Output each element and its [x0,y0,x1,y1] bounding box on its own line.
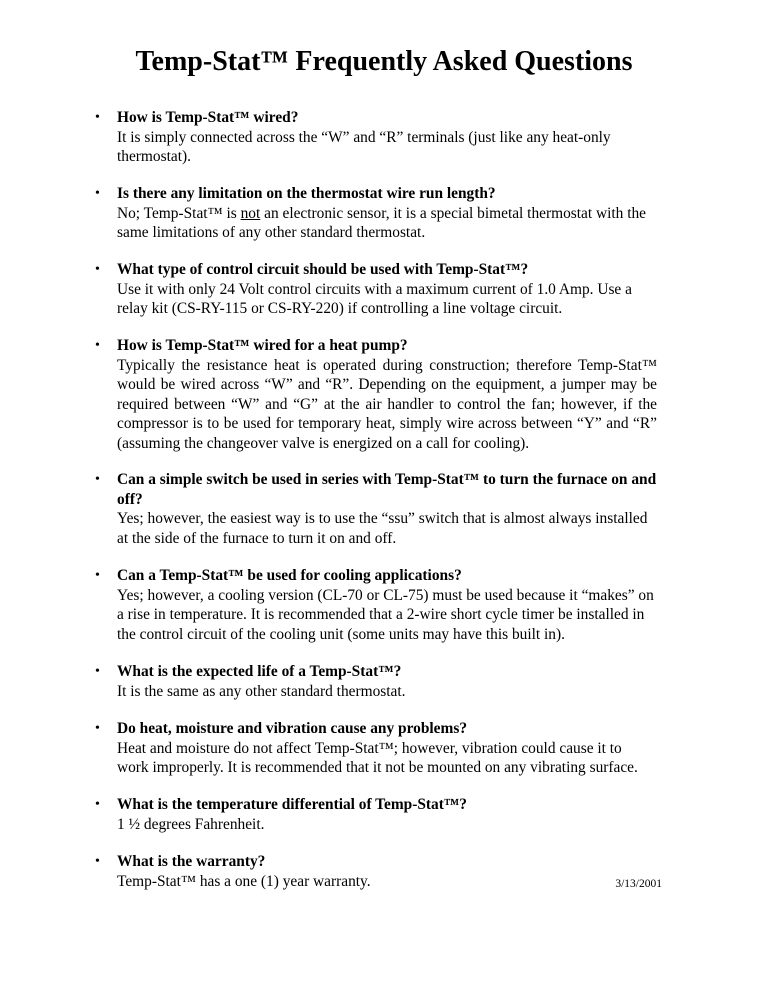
faq-item-heat-pump [95,336,657,453]
faq-item-cooling [95,566,657,644]
faq-item-wire-length [95,184,657,243]
bullet-icon: • [95,186,100,201]
faq-answer [117,204,657,243]
faq-question: Can a simple switch be used in series with Temp-Stat™ to turn the furnace on and off? [117,471,657,508]
faq-question: How is Temp-Stat™ wired? [117,109,299,126]
faq-answer: Temp-Stat™ has a one (1) year warranty. [117,872,371,890]
faq-item-control-circuit [95,260,657,319]
faq-item-heat-moisture [95,719,657,778]
faq-question: What is the warranty? [117,853,266,870]
faq-item-wiring [95,108,657,167]
faq-answer: It is simply connected across the “W” and “R” terminals (just like any heat-only thermostat). [117,128,611,165]
bullet-icon: • [95,568,100,583]
bullet-icon: • [95,472,100,487]
faq-answer: Typically the resistance heat is operated during construction; therefore Temp-Stat™ would be wired across “W” and “R”. Depending on the equipment, a jumper may be required between “W” and “G” at the air handler to control the fan; however, if the compressor is to be used for temporary heat, simply wire across between “Y” and “R” (assuming the changeover valve is energized on a call for cooling). [117,356,657,452]
faq-answer: Heat and moisture do not affect Temp-Stat™; however, vibration could cause it to work improperly. It is recommended that it not be mounted on any vibrating surface. [117,739,638,776]
faq-question: What is the expected life of a Temp-Stat™? [117,663,402,680]
bullet-icon: • [95,338,100,353]
document-date: 3/13/2001 [615,878,662,890]
faq-question: What type of control circuit should be used with Temp-Stat™? [117,261,529,278]
faq-question: What is the temperature differential of Temp-Stat™? [117,796,467,813]
faq-answer: Yes; however, the easiest way is to use the “ssu” switch that is almost always installed at the side of the furnace to turn it on and off. [117,510,648,547]
faq-answer: 1 ½ degrees Fahrenheit. [117,815,265,833]
bullet-icon: • [95,854,100,869]
bullet-icon: • [95,721,100,736]
faq-question: Do heat, moisture and vibration cause any problems? [117,720,468,737]
faq-item-differential [95,795,657,834]
bullet-icon: • [95,797,100,812]
faq-question: Is there any limitation on the thermostat wire run length? [117,185,496,202]
faq-item-warranty [95,852,657,891]
bullet-icon: • [95,110,100,125]
faq-answer: Use it with only 24 Volt control circuits with a maximum current of 1.0 Amp. Use a relay kit (CS-RY-115 or CS-RY-220) if controlling a line voltage circuit. [117,280,632,317]
faq-item-expected-life [95,662,657,701]
faq-item-series-switch [95,470,657,548]
page-title: Temp-Stat™ Frequently Asked Questions [135,46,633,77]
faq-answer-part: an electronic sensor, it is a special bimetal thermostat with the same limitations of any other standard thermostat. [117,204,647,241]
faq-answer: It is the same as any other standard thermostat. [117,682,406,700]
faq-answer-part: No; Temp-Stat™ is [117,204,241,222]
faq-answer-emphasis: not [240,204,261,222]
faq-answer: Yes; however, a cooling version (CL-70 or CL-75) must be used because it “makes” on a rise in temperature. It is recommended that a 2-wire short cycle timer be installed in the control circuit of the cooling unit (some units may have this built in). [117,586,654,643]
bullet-icon: • [95,262,100,277]
bullet-icon: • [95,664,100,679]
faq-question: Can a Temp-Stat™ be used for cooling applications? [117,567,462,584]
faq-question: How is Temp-Stat™ wired for a heat pump? [117,337,408,354]
